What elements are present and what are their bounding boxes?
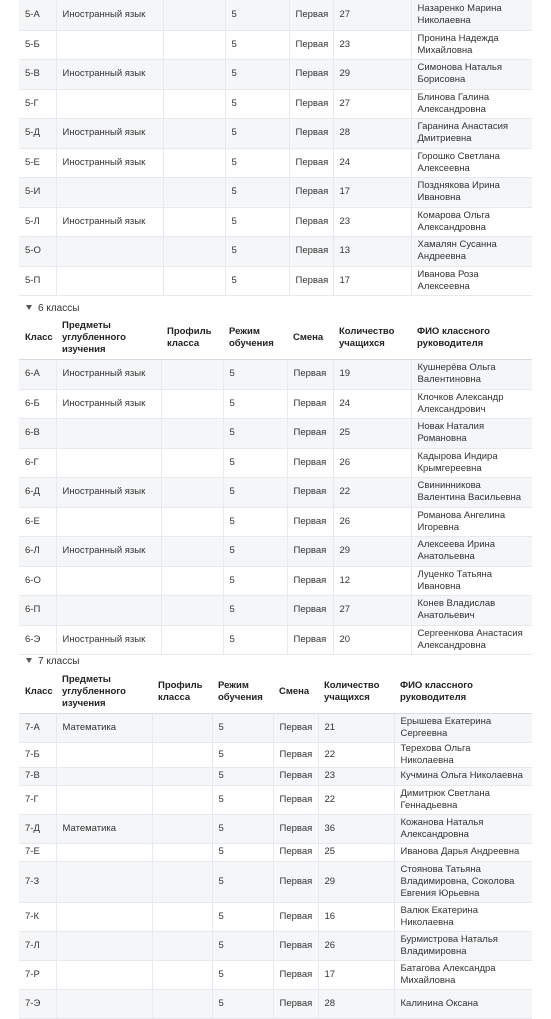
cell-class: 5-Е <box>19 148 56 177</box>
cell-teacher: Стоянова Татьяна Владимировна, Соколова Евгения Юрьевна <box>394 861 532 902</box>
cell-teacher: Кадырова Индира Крымгереевна <box>411 448 532 477</box>
cell-count: 25 <box>318 843 394 861</box>
cell-subjects: Иностранный язык <box>56 118 163 148</box>
cell-mode: 5 <box>223 418 287 448</box>
cell-mode: 5 <box>223 595 287 625</box>
header-mode: Режим обучения <box>223 318 287 359</box>
header-profile: Профиль класса <box>161 318 223 359</box>
cell-shift: Первая <box>289 266 333 295</box>
cell-mode: 5 <box>212 713 273 742</box>
cell-profile <box>152 767 212 785</box>
cell-count: 23 <box>333 207 411 236</box>
cell-mode: 5 <box>223 507 287 536</box>
header-count: Количество учащихся <box>318 672 394 713</box>
cell-subjects <box>56 931 152 960</box>
cell-class: 6-А <box>19 359 56 389</box>
cell-profile <box>163 59 225 89</box>
cell-profile <box>161 477 223 507</box>
cell-mode: 5 <box>225 30 289 59</box>
cell-count: 21 <box>318 713 394 742</box>
table-row <box>19 236 532 266</box>
cell-profile <box>163 266 225 295</box>
cell-count: 13 <box>333 236 411 266</box>
cell-class: 5-Г <box>19 89 56 118</box>
cell-profile <box>161 536 223 566</box>
cell-subjects <box>56 785 152 814</box>
cell-mode: 5 <box>225 266 289 295</box>
cell-shift: Первая <box>287 448 333 477</box>
cell-teacher: Батагова Александра Михайловна <box>394 960 532 989</box>
cell-teacher: Назаренко Марина Николаевна <box>411 0 532 30</box>
table-row <box>19 89 532 118</box>
table-row <box>19 30 532 59</box>
cell-teacher: Романова Ангелина Игоревна <box>411 507 532 536</box>
cell-teacher: Кушнерёва Ольга Валентиновна <box>411 359 532 389</box>
cell-subjects: Иностранный язык <box>56 389 161 418</box>
cell-count: 29 <box>318 861 394 902</box>
cell-count: 17 <box>333 177 411 207</box>
cell-teacher: Димитрюк Светлана Геннадьевна <box>394 785 532 814</box>
cell-profile <box>163 30 225 59</box>
cell-shift: Первая <box>289 59 333 89</box>
cell-teacher: Клочков Александр Александрович <box>411 389 532 418</box>
cell-subjects <box>56 30 163 59</box>
cell-subjects <box>56 595 161 625</box>
cell-class: 7-Л <box>19 931 56 960</box>
cell-profile <box>152 713 212 742</box>
cell-subjects: Иностранный язык <box>56 207 163 236</box>
cell-class: 7-Э <box>19 989 56 1018</box>
cell-class: 6-Е <box>19 507 56 536</box>
cell-shift: Первая <box>273 931 318 960</box>
cell-count: 16 <box>318 902 394 931</box>
cell-class: 7-Р <box>19 960 56 989</box>
header-subjects: Предметы углубленного изучения <box>56 318 161 359</box>
cell-class: 7-А <box>19 713 56 742</box>
cell-subjects <box>56 767 152 785</box>
cell-profile <box>163 0 225 30</box>
cell-mode: 5 <box>223 389 287 418</box>
table-row <box>19 536 532 566</box>
header-teacher: ФИО классного руководителя <box>394 672 532 713</box>
table-row <box>19 742 532 767</box>
cell-teacher: Калинина Оксана <box>394 989 532 1018</box>
caret-down-icon <box>26 305 32 310</box>
cell-shift: Первая <box>273 843 318 861</box>
cell-subjects <box>56 960 152 989</box>
cell-teacher: Валюк Екатерина Николаевна <box>394 902 532 931</box>
cell-class: 6-Л <box>19 536 56 566</box>
table-row <box>19 389 532 418</box>
cell-profile <box>152 785 212 814</box>
cell-shift: Первая <box>289 0 333 30</box>
table-row <box>19 0 532 30</box>
cell-shift: Первая <box>289 148 333 177</box>
table-row <box>19 266 532 295</box>
cell-teacher: Ерышева Екатерина Сергеевна <box>394 713 532 742</box>
cell-class: 6-П <box>19 595 56 625</box>
cell-count: 23 <box>318 767 394 785</box>
table-row <box>19 960 532 989</box>
table-row <box>19 566 532 595</box>
cell-mode: 5 <box>225 177 289 207</box>
cell-teacher: Иванова Роза Алексеевна <box>411 266 532 295</box>
cell-profile <box>152 742 212 767</box>
cell-profile <box>152 861 212 902</box>
cell-class: 5-П <box>19 266 56 295</box>
cell-mode: 5 <box>225 148 289 177</box>
cell-shift: Первая <box>289 236 333 266</box>
cell-mode: 5 <box>223 477 287 507</box>
cell-class: 7-В <box>19 767 56 785</box>
cell-subjects <box>56 566 161 595</box>
cell-shift: Первая <box>289 30 333 59</box>
cell-profile <box>152 931 212 960</box>
cell-shift: Первая <box>273 960 318 989</box>
cell-subjects <box>56 418 161 448</box>
table-row <box>19 595 532 625</box>
table-row <box>19 477 532 507</box>
table-row <box>19 625 532 654</box>
cell-class: 5-Д <box>19 118 56 148</box>
cell-shift: Первая <box>273 742 318 767</box>
table-row <box>19 359 532 389</box>
cell-profile <box>152 843 212 861</box>
cell-profile <box>161 359 223 389</box>
cell-subjects: Иностранный язык <box>56 0 163 30</box>
header-profile: Профиль класса <box>152 672 212 713</box>
cell-subjects <box>56 989 152 1018</box>
table-row <box>19 448 532 477</box>
cell-shift: Первая <box>289 118 333 148</box>
cell-count: 24 <box>333 389 411 418</box>
cell-shift: Первая <box>273 989 318 1018</box>
table-row <box>19 861 532 902</box>
cell-subjects <box>56 89 163 118</box>
cell-teacher: Кожанова Наталья Александровна <box>394 814 532 843</box>
cell-teacher: Новак Наталия Романовна <box>411 418 532 448</box>
table-row <box>19 118 532 148</box>
cell-mode: 5 <box>212 902 273 931</box>
cell-teacher: Иванова Дарья Андреевна <box>394 843 532 861</box>
cell-teacher: Свининникова Валентина Васильевна <box>411 477 532 507</box>
cell-class: 6-В <box>19 418 56 448</box>
header-class: Класс <box>19 672 56 713</box>
cell-class: 6-Г <box>19 448 56 477</box>
cell-profile <box>161 507 223 536</box>
cell-subjects <box>56 742 152 767</box>
cell-count: 19 <box>333 359 411 389</box>
cell-count: 36 <box>318 814 394 843</box>
header-subjects: Предметы углубленного изучения <box>56 672 152 713</box>
cell-subjects <box>56 902 152 931</box>
cell-count: 26 <box>318 931 394 960</box>
cell-subjects: Математика <box>56 814 152 843</box>
table-grade-5 <box>19 0 532 296</box>
cell-class: 7-Б <box>19 742 56 767</box>
cell-profile <box>152 960 212 989</box>
cell-shift: Первая <box>287 418 333 448</box>
header-shift: Смена <box>287 318 333 359</box>
cell-mode: 5 <box>225 89 289 118</box>
cell-shift: Первая <box>273 785 318 814</box>
cell-count: 27 <box>333 0 411 30</box>
cell-teacher: Алексеева Ирина Анатольевна <box>411 536 532 566</box>
cell-subjects: Иностранный язык <box>56 148 163 177</box>
cell-profile <box>152 814 212 843</box>
cell-shift: Первая <box>287 389 333 418</box>
cell-teacher: Терехова Ольга Николаевна <box>394 742 532 767</box>
cell-mode: 5 <box>223 566 287 595</box>
header-teacher: ФИО классного руководителя <box>411 318 532 359</box>
cell-profile <box>163 148 225 177</box>
cell-mode: 5 <box>212 785 273 814</box>
toggle-grade-7[interactable] <box>26 655 79 669</box>
cell-count: 25 <box>333 418 411 448</box>
cell-class: 6-Б <box>19 389 56 418</box>
cell-mode: 5 <box>225 236 289 266</box>
cell-shift: Первая <box>287 595 333 625</box>
header-shift: Смена <box>273 672 318 713</box>
table-row <box>19 785 532 814</box>
cell-shift: Первая <box>289 207 333 236</box>
cell-count: 27 <box>333 89 411 118</box>
cell-count: 23 <box>333 30 411 59</box>
cell-profile <box>163 89 225 118</box>
cell-subjects: Иностранный язык <box>56 359 161 389</box>
header-mode: Режим обучения <box>212 672 273 713</box>
header-count: Количество учащихся <box>333 318 411 359</box>
cell-subjects <box>56 843 152 861</box>
cell-class: 5-Л <box>19 207 56 236</box>
cell-subjects <box>56 236 163 266</box>
cell-profile <box>161 389 223 418</box>
table-row <box>19 507 532 536</box>
cell-shift: Первая <box>287 507 333 536</box>
cell-subjects <box>56 177 163 207</box>
cell-count: 17 <box>318 960 394 989</box>
cell-subjects <box>56 507 161 536</box>
cell-profile <box>161 625 223 654</box>
cell-subjects: Иностранный язык <box>56 536 161 566</box>
cell-profile <box>163 118 225 148</box>
toggle-grade-6[interactable] <box>26 302 79 316</box>
cell-profile <box>161 566 223 595</box>
cell-mode: 5 <box>212 861 273 902</box>
cell-count: 12 <box>333 566 411 595</box>
cell-count: 29 <box>333 536 411 566</box>
header-class: Класс <box>19 318 56 359</box>
cell-mode: 5 <box>223 448 287 477</box>
cell-teacher: Гаранина Анастасия Дмитриевна <box>411 118 532 148</box>
cell-count: 17 <box>333 266 411 295</box>
cell-profile <box>161 595 223 625</box>
cell-shift: Первая <box>273 767 318 785</box>
cell-mode: 5 <box>225 207 289 236</box>
cell-count: 27 <box>333 595 411 625</box>
table-row <box>19 931 532 960</box>
cell-mode: 5 <box>212 931 273 960</box>
cell-count: 29 <box>333 59 411 89</box>
cell-class: 5-А <box>19 0 56 30</box>
cell-profile <box>161 418 223 448</box>
cell-mode: 5 <box>223 536 287 566</box>
cell-class: 5-В <box>19 59 56 89</box>
cell-teacher: Сергеенкова Анастасия Александровна <box>411 625 532 654</box>
cell-mode: 5 <box>212 814 273 843</box>
cell-teacher: Хамалян Сусанна Андреевна <box>411 236 532 266</box>
cell-profile <box>163 207 225 236</box>
cell-class: 5-И <box>19 177 56 207</box>
cell-profile <box>163 177 225 207</box>
cell-count: 22 <box>318 742 394 767</box>
table-row <box>19 418 532 448</box>
cell-shift: Первая <box>289 89 333 118</box>
cell-mode: 5 <box>212 767 273 785</box>
cell-teacher: Пронина Надежда Михайловна <box>411 30 532 59</box>
cell-shift: Первая <box>289 177 333 207</box>
table-grade-6 <box>19 318 532 655</box>
cell-shift: Первая <box>273 902 318 931</box>
cell-shift: Первая <box>287 566 333 595</box>
table-row <box>19 843 532 861</box>
cell-class: 6-Д <box>19 477 56 507</box>
caret-down-icon <box>26 658 32 663</box>
cell-class: 7-Д <box>19 814 56 843</box>
cell-profile <box>163 236 225 266</box>
cell-subjects: Математика <box>56 713 152 742</box>
cell-count: 28 <box>333 118 411 148</box>
cell-subjects <box>56 266 163 295</box>
cell-teacher: Бурмистрова Наталья Владимировна <box>394 931 532 960</box>
cell-class: 5-О <box>19 236 56 266</box>
cell-count: 28 <box>318 989 394 1018</box>
cell-shift: Первая <box>287 625 333 654</box>
cell-teacher: Конев Владислав Анатольевич <box>411 595 532 625</box>
table-grade-7 <box>19 672 532 1019</box>
cell-profile <box>161 448 223 477</box>
cell-profile <box>152 902 212 931</box>
cell-mode: 5 <box>225 59 289 89</box>
cell-mode: 5 <box>212 742 273 767</box>
table-row <box>19 59 532 89</box>
table-row <box>19 148 532 177</box>
table-row <box>19 767 532 785</box>
table-row <box>19 902 532 931</box>
cell-class: 7-К <box>19 902 56 931</box>
cell-class: 5-Б <box>19 30 56 59</box>
cell-class: 6-Э <box>19 625 56 654</box>
cell-mode: 5 <box>212 989 273 1018</box>
cell-class: 6-О <box>19 566 56 595</box>
cell-count: 22 <box>318 785 394 814</box>
cell-shift: Первая <box>273 713 318 742</box>
toggle-label: 6 классы <box>38 303 80 314</box>
cell-count: 24 <box>333 148 411 177</box>
table-row <box>19 814 532 843</box>
cell-mode: 5 <box>212 843 273 861</box>
cell-teacher: Позднякова Ирина Ивановна <box>411 177 532 207</box>
cell-shift: Первая <box>287 536 333 566</box>
cell-teacher: Симонова Наталья Борисовна <box>411 59 532 89</box>
cell-mode: 5 <box>223 359 287 389</box>
cell-mode: 5 <box>223 625 287 654</box>
cell-class: 7-З <box>19 861 56 902</box>
cell-class: 7-Г <box>19 785 56 814</box>
cell-teacher: Горошко Светлана Алексеевна <box>411 148 532 177</box>
cell-subjects <box>56 448 161 477</box>
toggle-label: 7 классы <box>38 656 80 667</box>
cell-teacher: Блинова Галина Александровна <box>411 89 532 118</box>
table-row <box>19 989 532 1018</box>
table-row <box>19 713 532 742</box>
cell-subjects: Иностранный язык <box>56 59 163 89</box>
cell-subjects <box>56 861 152 902</box>
cell-shift: Первая <box>273 814 318 843</box>
cell-teacher: Комарова Ольга Александровна <box>411 207 532 236</box>
table-row <box>19 177 532 207</box>
cell-mode: 5 <box>212 960 273 989</box>
cell-subjects: Иностранный язык <box>56 477 161 507</box>
cell-count: 22 <box>333 477 411 507</box>
cell-count: 20 <box>333 625 411 654</box>
cell-class: 7-Е <box>19 843 56 861</box>
cell-mode: 5 <box>225 0 289 30</box>
cell-teacher: Луценко Татьяна Ивановна <box>411 566 532 595</box>
cell-count: 26 <box>333 448 411 477</box>
cell-mode: 5 <box>225 118 289 148</box>
cell-profile <box>152 989 212 1018</box>
cell-subjects: Иностранный язык <box>56 625 161 654</box>
cell-teacher: Кучмина Ольга Николаевна <box>394 767 532 785</box>
cell-shift: Первая <box>287 359 333 389</box>
table-row <box>19 207 532 236</box>
cell-shift: Первая <box>273 861 318 902</box>
cell-shift: Первая <box>287 477 333 507</box>
cell-count: 26 <box>333 507 411 536</box>
